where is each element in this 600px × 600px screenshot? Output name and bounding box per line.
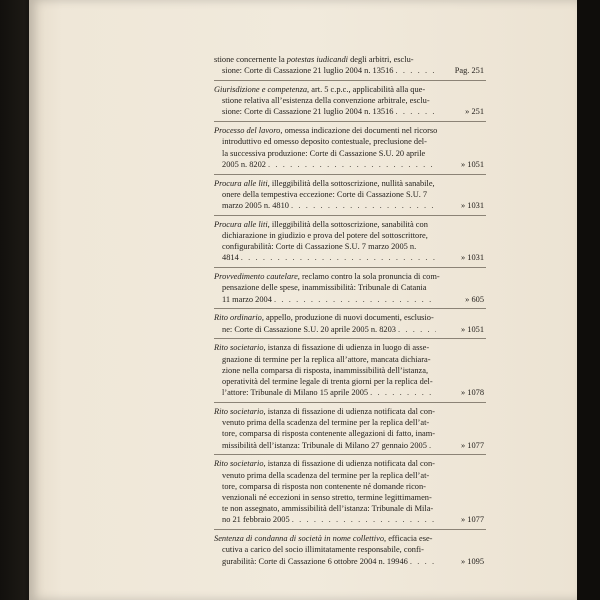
- entry-text: , omessa indicazione dei documenti nel ricorso: [280, 126, 438, 136]
- entry-text: , istanza di fissazione di udienza in luogo di asse-: [263, 343, 430, 353]
- index-entry: [214, 342, 484, 398]
- entry-text: te non assegnato, ammissibilità dell’istanza: Tribunale di Mila-: [222, 504, 434, 514]
- entry-line: [214, 136, 484, 147]
- entry-line: [214, 178, 484, 189]
- entry-separator: [214, 215, 486, 216]
- entry-line-text: [222, 324, 396, 335]
- entry-line: [214, 54, 484, 65]
- entry-line: [214, 556, 484, 567]
- entry-text: , efficacia ese-: [384, 534, 433, 544]
- entry-separator: [214, 402, 486, 403]
- entry-text: pensazione delle spese, inammissibilità: Tribunale di Catania: [222, 283, 427, 293]
- page-reference: Pag. 251: [454, 66, 484, 76]
- entry-line-text: [222, 65, 393, 76]
- entry-line: [214, 458, 484, 469]
- dot-leader: [291, 200, 436, 211]
- entry-separator: [214, 174, 486, 175]
- entry-line: [214, 200, 484, 211]
- entry-text: l’attore: Tribunale di Milano 15 aprile 2005: [222, 388, 369, 398]
- entry-text: sione: Corte di Cassazione 21 luglio 2004 n. 13516: [222, 107, 394, 117]
- entry-text: stione concernente la: [214, 55, 287, 64]
- dot-leader: [268, 159, 436, 170]
- index-entry: [214, 219, 484, 264]
- entry-line: [214, 342, 484, 353]
- entry-term: Procura alle liti: [214, 178, 268, 188]
- entry-separator: [214, 338, 486, 339]
- entry-text: la successiva produzione: Corte di Cassazione S.U. 20 aprile: [222, 148, 426, 158]
- entry-line: [214, 503, 484, 514]
- index-entries: [214, 54, 484, 574]
- entry-line: [214, 324, 484, 335]
- entry-line: [214, 544, 484, 555]
- entry-line-text: [222, 440, 427, 451]
- entry-text: , illeggibilità della sottoscrizione, nullità sanabile,: [267, 178, 435, 188]
- entry-text: missibilità dell’istanza: Tribunale di Milano 27 gennaio 2005: [222, 440, 427, 450]
- entry-line: [214, 230, 484, 241]
- entry-text: onere della tempestiva eccezione: Corte di Cassazione S.U. 7: [222, 189, 428, 199]
- entry-line-text: [222, 556, 408, 567]
- entry-text: dichiarazione in giudizio e prova del potere del sottoscrittore,: [222, 231, 428, 241]
- page-reference: » 605: [465, 294, 484, 304]
- entry-line-text: [222, 159, 266, 170]
- entry-line: [214, 241, 484, 252]
- entry-line: [214, 440, 484, 451]
- dot-leader: [429, 440, 436, 451]
- entry-line: [214, 428, 484, 439]
- entry-text: 4814: [222, 253, 239, 263]
- entry-line: [214, 252, 484, 263]
- page-reference: » 1031: [460, 201, 484, 211]
- entry-line: [214, 159, 484, 170]
- entry-line: [214, 365, 484, 376]
- entry-line: [214, 125, 484, 136]
- entry-line-text: [222, 514, 290, 525]
- entry-text: operatività del termine legale di trenta giorni per la replica del-: [222, 377, 433, 387]
- entry-line: [214, 65, 484, 76]
- entry-line: [214, 84, 484, 95]
- entry-text: configurabilità: Corte di Cassazione S.U. 7 marzo 2005 n.: [222, 242, 417, 252]
- entry-text: , istanza di fissazione di udienza notificata dal con-: [263, 459, 435, 469]
- index-entry: [214, 271, 484, 305]
- index-entry: [214, 533, 484, 567]
- entry-line: [214, 294, 484, 305]
- entry-term: Rito societario: [214, 459, 264, 469]
- entry-separator: [214, 529, 486, 530]
- index-entry: [214, 406, 484, 451]
- page-reference: » 1051: [460, 324, 484, 334]
- entry-term: Procura alle liti: [214, 219, 268, 229]
- entry-line: [214, 533, 484, 544]
- dot-leader: [274, 294, 436, 305]
- entry-text: no 21 febbraio 2005: [222, 515, 290, 525]
- entry-text: 2005 n. 8202: [222, 159, 266, 169]
- page-reference: » 1077: [460, 515, 484, 525]
- dot-leader: [410, 556, 436, 567]
- entry-text: , reclamo contro la sola pronuncia di com-: [297, 272, 440, 282]
- dot-leader: [395, 65, 436, 76]
- entry-separator: [214, 454, 486, 455]
- entry-line: [214, 148, 484, 159]
- entry-line-text: [222, 200, 289, 211]
- entry-text: introduttivo ed omesso deposito contestuale, preclusione del-: [222, 137, 427, 147]
- entry-term: Rito societario: [214, 343, 264, 353]
- entry-line: [214, 481, 484, 492]
- entry-separator: [214, 267, 486, 268]
- entry-line: [214, 406, 484, 417]
- dot-leader: [398, 324, 436, 335]
- entry-separator: [214, 308, 486, 309]
- entry-line: [214, 417, 484, 428]
- entry-line: [214, 492, 484, 503]
- entry-line: [214, 354, 484, 365]
- entry-text: , appello, produzione di nuovi documenti, esclusio-: [261, 313, 434, 323]
- entry-text: 11 marzo 2004: [222, 294, 272, 304]
- book-page: [29, 0, 577, 600]
- index-entry: [214, 178, 484, 212]
- page-reference: » 251: [465, 107, 484, 117]
- entry-text: marzo 2005 n. 4810: [222, 201, 289, 211]
- page-reference: » 1077: [460, 440, 484, 450]
- entry-line: [214, 95, 484, 106]
- entry-text: tore, comparsa di risposta non contenente né domande ricon-: [222, 481, 426, 491]
- entry-term: Rito societario: [214, 407, 264, 417]
- dot-leader: [241, 252, 436, 263]
- entry-text: stione relativa all’esistenza della convenzione arbitrale, esclu-: [222, 96, 430, 106]
- entry-text: , illeggibilità della sottoscrizione, sanabilità con: [267, 219, 428, 229]
- index-entry: [214, 84, 484, 118]
- entry-text: venuto prima della scadenza del termine per la replica dell’at-: [222, 470, 430, 480]
- entry-text: degli arbitri, esclu-: [347, 55, 414, 64]
- entry-line-text: [222, 387, 368, 398]
- entry-term: Sentenza di condanna di società in nome collettivo: [214, 534, 385, 544]
- entry-text: , istanza di fissazione di udienza notificata dal con-: [263, 407, 435, 417]
- dot-leader: [292, 514, 436, 525]
- page-reference: » 1051: [460, 159, 484, 169]
- entry-line-text: [222, 106, 393, 117]
- entry-text: venzionali né eccezioni in senso stretto, termine legittimamen-: [222, 493, 432, 503]
- entry-line-text: [222, 294, 272, 305]
- entry-text: gurabilità: Corte di Cassazione 6 ottobre 2004 n. 19946: [222, 556, 408, 566]
- entry-separator: [214, 80, 486, 81]
- entry-line: [214, 219, 484, 230]
- entry-line: [214, 514, 484, 525]
- entry-text: , art. 5 c.p.c., applicabilità alla que-: [307, 85, 426, 94]
- page-reference: » 1078: [460, 388, 484, 398]
- entry-line-text: [222, 252, 239, 263]
- entry-term: Processo del lavoro: [214, 126, 281, 136]
- entry-term: Giurisdizione e competenza: [214, 85, 308, 94]
- entry-line: [214, 282, 484, 293]
- entry-line: [214, 106, 484, 117]
- entry-line: [214, 189, 484, 200]
- entry-line: [214, 271, 484, 282]
- index-entry: [214, 312, 484, 334]
- index-entry: [214, 458, 484, 525]
- entry-term: Rito ordinario: [214, 313, 262, 323]
- page-reference: » 1031: [460, 253, 484, 263]
- dot-leader: [370, 387, 436, 398]
- page-reference: » 1095: [460, 556, 484, 566]
- index-entry: [214, 125, 484, 170]
- entry-text: ne: Corte di Cassazione S.U. 20 aprile 2005 n. 8203: [222, 324, 396, 334]
- entry-line: [214, 312, 484, 323]
- entry-term: Provvedimento cautelare: [214, 272, 298, 282]
- entry-text: zione nella comparsa di risposta, inammissibilità dell’istanza,: [222, 365, 429, 375]
- entry-line: [214, 470, 484, 481]
- entry-line: [214, 387, 484, 398]
- entry-term: potestas iudicandi: [286, 55, 348, 64]
- entry-separator: [214, 121, 486, 122]
- entry-text: gnazione di termine per la replica all’attore, mancata dichiara-: [222, 354, 431, 364]
- entry-text: cutiva a carico del socio illimitatamente responsabile, confi-: [222, 545, 424, 555]
- dot-leader: [395, 106, 436, 117]
- entry-text: tore, comparsa di risposta contenente allegazioni di fatto, inam-: [222, 429, 436, 439]
- entry-text: sione: Corte di Cassazione 21 luglio 2004 n. 13516: [222, 66, 394, 76]
- index-entry: [214, 54, 484, 76]
- entry-text: venuto prima della scadenza del termine per la replica dell’at-: [222, 418, 430, 428]
- entry-line: [214, 376, 484, 387]
